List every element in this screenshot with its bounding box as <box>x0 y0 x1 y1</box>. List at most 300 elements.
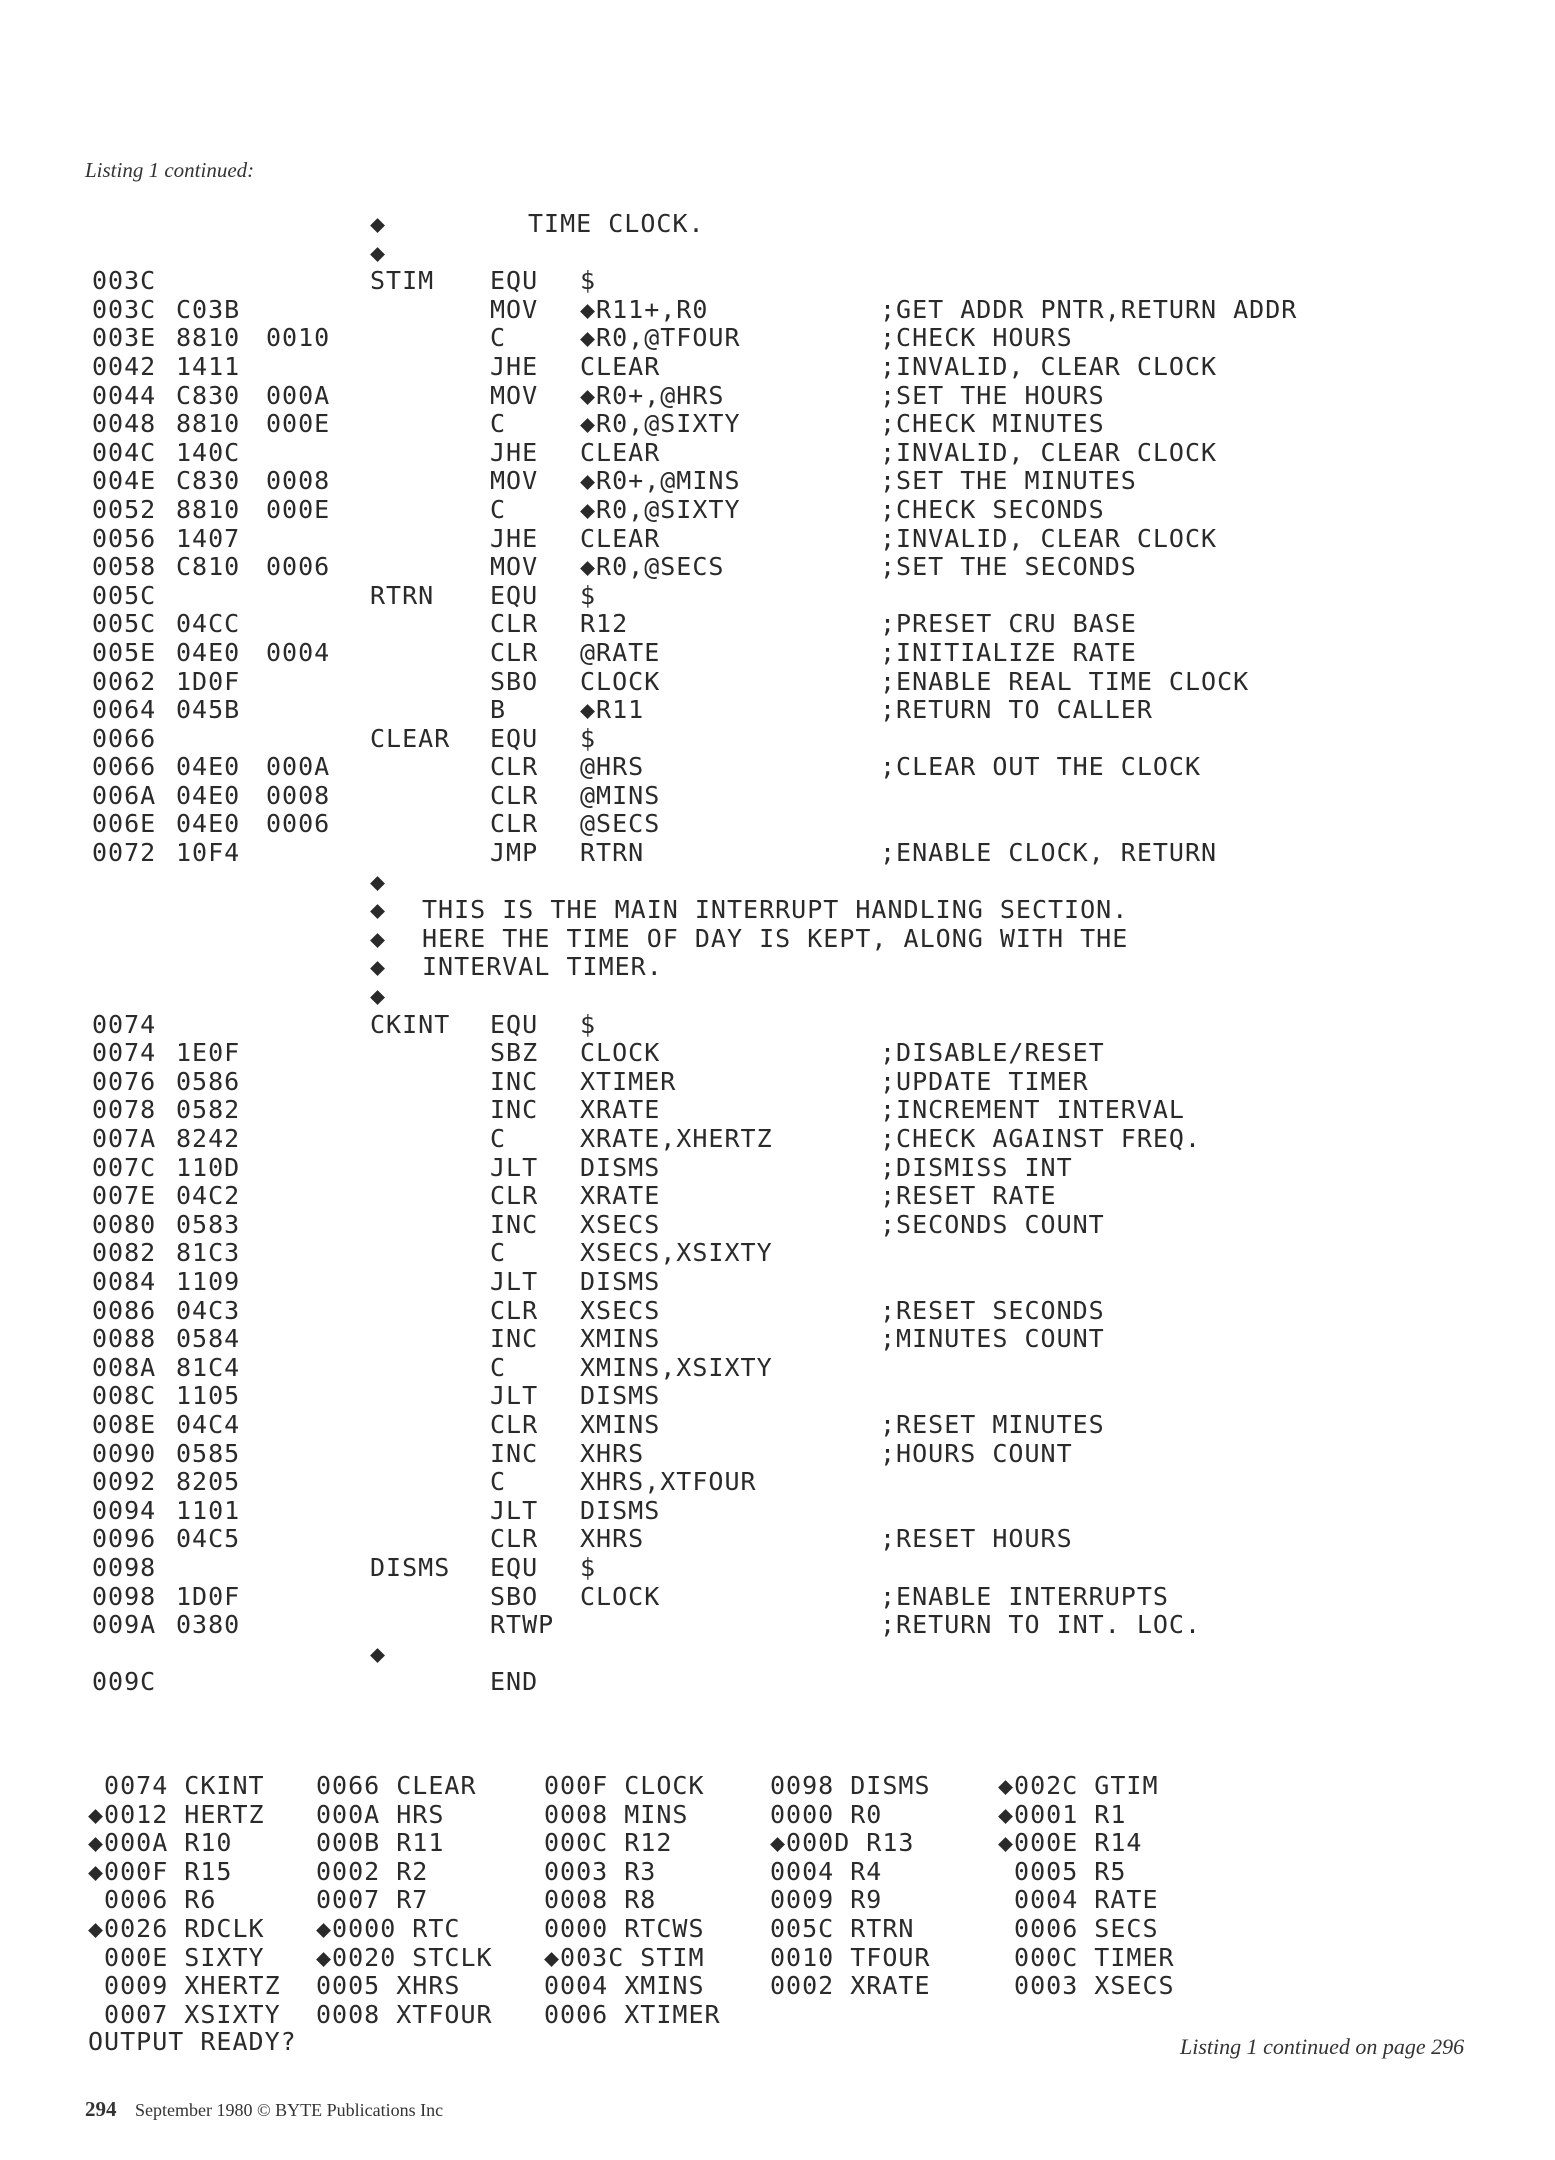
comment: ;RETURN TO CALLER <box>880 695 1153 725</box>
address: 0064 <box>92 695 157 725</box>
listing-line <box>0 1583 1555 1612</box>
mnemonic: END <box>490 1667 539 1697</box>
comment-marker: ◆ <box>370 866 387 896</box>
comment: ;SET THE HOURS <box>880 380 1105 410</box>
opcode: 0585 <box>176 1438 241 1468</box>
symbol-entry: ◆003C STIM <box>544 1942 705 1972</box>
symbol-entry: 0003 XSECS <box>998 1971 1175 2001</box>
address: 0090 <box>92 1438 157 1468</box>
listing-line <box>0 1068 1555 1097</box>
comment: ;PRESET CRU BASE <box>880 609 1137 639</box>
opcode: 1D0F <box>176 1581 241 1611</box>
mnemonic: JLT <box>490 1266 539 1296</box>
listing-line <box>0 1297 1555 1326</box>
address: 0086 <box>92 1295 157 1325</box>
address: 008A <box>92 1352 157 1382</box>
opcode: C810 <box>176 552 241 582</box>
symbol-entry: 0006 R6 <box>88 1885 217 1915</box>
operand-word: 0006 <box>266 552 331 582</box>
operand: CLEAR <box>580 523 661 553</box>
mnemonic: C <box>490 323 507 353</box>
symbol-row <box>0 1829 1555 1858</box>
address: 0062 <box>92 666 157 696</box>
operand-word: 0008 <box>266 466 331 496</box>
listing-line <box>0 439 1555 468</box>
listing-line <box>0 1668 1555 1697</box>
mnemonic: INC <box>490 1438 539 1468</box>
opcode: 1411 <box>176 351 241 381</box>
symbol-entry: ◆000E R14 <box>998 1828 1143 1858</box>
address: 007E <box>92 1181 157 1211</box>
opcode: 8810 <box>176 409 241 439</box>
operand: XSECS <box>580 1295 661 1325</box>
symbol-entry: ◆000A R10 <box>88 1828 233 1858</box>
mnemonic: INC <box>490 1209 539 1239</box>
symbol-entry: 0002 XRATE <box>770 1971 931 2001</box>
address: 0088 <box>92 1324 157 1354</box>
opcode: 8810 <box>176 323 241 353</box>
opcode: 10F4 <box>176 838 241 868</box>
opcode: C03B <box>176 294 241 324</box>
symbol-row <box>0 1944 1555 1973</box>
listing-line <box>0 953 1555 982</box>
comment: ;RESET SECONDS <box>880 1295 1105 1325</box>
opcode: 8242 <box>176 1124 241 1153</box>
mnemonic: CLR <box>490 1524 539 1554</box>
address: 0042 <box>92 351 157 381</box>
comment-text: HERE THE TIME OF DAY IS KEPT, ALONG WITH THE <box>422 923 1129 953</box>
symbol-entry: 0074 CKINT <box>88 1771 265 1800</box>
opcode: 04C4 <box>176 1409 241 1439</box>
opcode: 04E0 <box>176 809 241 839</box>
mnemonic: C <box>490 1352 507 1382</box>
listing-line <box>0 210 1555 239</box>
comment-marker: ◆ <box>370 923 387 953</box>
operand: CLEAR <box>580 437 661 467</box>
address: 0044 <box>92 380 157 410</box>
symbol-entry: ◆0012 HERTZ <box>88 1799 265 1829</box>
symbol-entry: ◆0000 RTC <box>316 1913 461 1943</box>
address: 0056 <box>92 523 157 553</box>
operand: XSECS,XSIXTY <box>580 1238 773 1268</box>
listing-line <box>0 525 1555 554</box>
opcode: 1D0F <box>176 666 241 696</box>
output-ready-prompt: OUTPUT READY? <box>88 2027 297 2056</box>
mnemonic: MOV <box>490 466 539 496</box>
comment-text: INTERVAL TIMER. <box>422 952 663 982</box>
comment: ;INVALID, CLEAR CLOCK <box>880 351 1218 381</box>
operand: $ <box>580 723 597 753</box>
comment: ;CLEAR OUT THE CLOCK <box>880 752 1202 782</box>
opcode: 1407 <box>176 523 241 553</box>
symbol-entry: 0006 XTIMER <box>544 1999 721 2029</box>
symbol-entry: ◆002C GTIM <box>998 1771 1159 1800</box>
comment-marker: ◆ <box>370 1638 387 1668</box>
address: 006E <box>92 809 157 839</box>
address: 0048 <box>92 409 157 439</box>
symbol-entry: 0007 XSIXTY <box>88 1999 281 2029</box>
listing-line <box>0 982 1555 1011</box>
comment: ;SET THE SECONDS <box>880 552 1137 582</box>
symbol-entry: 0004 R4 <box>770 1856 883 1886</box>
mnemonic: CLR <box>490 637 539 667</box>
operand-word: 000A <box>266 752 331 782</box>
listing-line <box>0 1182 1555 1211</box>
address: 003E <box>92 323 157 353</box>
mnemonic: EQU <box>490 1552 539 1582</box>
listing-line <box>0 810 1555 839</box>
opcode: 04E0 <box>176 752 241 782</box>
symbol-entry: 0004 RATE <box>998 1885 1159 1915</box>
comment: ;INCREMENT INTERVAL <box>880 1095 1185 1125</box>
comment: ;GET ADDR PNTR,RETURN ADDR <box>880 294 1298 324</box>
operand: XHRS <box>580 1438 645 1468</box>
address: 0092 <box>92 1467 157 1497</box>
symbol-entry: 005C RTRN <box>770 1913 915 1943</box>
listing-line <box>0 1096 1555 1125</box>
address: 0074 <box>92 1009 157 1039</box>
symbol-entry: 0008 XTFOUR <box>316 1999 493 2029</box>
mnemonic: C <box>490 409 507 439</box>
operand: CLOCK <box>580 1581 661 1611</box>
listing-line <box>0 925 1555 954</box>
comment: ;ENABLE REAL TIME CLOCK <box>880 666 1250 696</box>
listing-line <box>0 1440 1555 1469</box>
listing-line <box>0 868 1555 897</box>
symbol-entry: 0004 XMINS <box>544 1971 705 2001</box>
symbol-row <box>0 1915 1555 1944</box>
operand: DISMS <box>580 1152 661 1182</box>
listing-line <box>0 267 1555 296</box>
mnemonic: INC <box>490 1066 539 1096</box>
listing-line <box>0 1382 1555 1411</box>
comment-text: THIS IS THE MAIN INTERRUPT HANDLING SECTION. <box>422 895 1129 925</box>
operand: ◆R0+,@HRS <box>580 380 725 410</box>
operand: DISMS <box>580 1381 661 1411</box>
opcode: C830 <box>176 466 241 496</box>
operand-word: 000E <box>266 494 331 524</box>
address: 0076 <box>92 1066 157 1096</box>
mnemonic: SBZ <box>490 1038 539 1068</box>
page-footer <box>85 2097 443 2122</box>
comment-marker: ◆ <box>370 209 387 238</box>
mnemonic: CLR <box>490 1295 539 1325</box>
listing-line <box>0 582 1555 611</box>
mnemonic: JLT <box>490 1495 539 1525</box>
address: 009A <box>92 1610 157 1640</box>
section-title: TIME CLOCK. <box>528 209 705 238</box>
operand-word: 0006 <box>266 809 331 839</box>
listing-line <box>0 410 1555 439</box>
page-number: 294 <box>85 2097 117 2121</box>
opcode: 045B <box>176 695 241 725</box>
comment: ;UPDATE TIMER <box>880 1066 1089 1096</box>
listing-line <box>0 324 1555 353</box>
opcode: 0380 <box>176 1610 241 1640</box>
symbol-entry: 0066 CLEAR <box>316 1771 477 1800</box>
comment: ;DISMISS INT <box>880 1152 1073 1182</box>
comment: ;ENABLE INTERRUPTS <box>880 1581 1169 1611</box>
opcode: 04C2 <box>176 1181 241 1211</box>
symbol-entry: 000C TIMER <box>998 1942 1175 1972</box>
address: 0084 <box>92 1266 157 1296</box>
address: 0082 <box>92 1238 157 1268</box>
mnemonic: RTWP <box>490 1610 555 1640</box>
address: 0096 <box>92 1524 157 1554</box>
mnemonic: C <box>490 1124 507 1153</box>
mnemonic: EQU <box>490 266 539 296</box>
operand: XRATE <box>580 1095 661 1125</box>
symbol-entry: 0005 XHRS <box>316 1971 461 2001</box>
opcode: 04E0 <box>176 780 241 810</box>
opcode: 0584 <box>176 1324 241 1354</box>
address: 005C <box>92 580 157 610</box>
mnemonic: C <box>490 1467 507 1497</box>
address: 0080 <box>92 1209 157 1239</box>
address: 008C <box>92 1381 157 1411</box>
address: 0098 <box>92 1581 157 1611</box>
comment: ;ENABLE CLOCK, RETURN <box>880 838 1218 868</box>
listing-line <box>0 839 1555 868</box>
mnemonic: JHE <box>490 351 539 381</box>
operand: XHRS,XTFOUR <box>580 1467 757 1497</box>
listing-line <box>0 696 1555 725</box>
listing-line <box>0 753 1555 782</box>
operand-word: 000E <box>266 409 331 439</box>
operand: XHRS <box>580 1524 645 1554</box>
label: CLEAR <box>370 723 451 753</box>
listing-line <box>0 353 1555 382</box>
listing-line <box>0 1039 1555 1068</box>
listing-line <box>0 1125 1555 1154</box>
address: 006A <box>92 780 157 810</box>
comment-marker: ◆ <box>370 981 387 1011</box>
comment: ;RESET HOURS <box>880 1524 1073 1554</box>
symbol-row <box>0 1886 1555 1915</box>
address: 004C <box>92 437 157 467</box>
symbol-entry: 000B R11 <box>316 1828 445 1858</box>
operand: @MINS <box>580 780 661 810</box>
comment: ;SECONDS COUNT <box>880 1209 1105 1239</box>
opcode: 140C <box>176 437 241 467</box>
comment: ;INVALID, CLEAR CLOCK <box>880 523 1218 553</box>
operand: ◆R0,@SIXTY <box>580 409 741 439</box>
operand: XTIMER <box>580 1066 677 1096</box>
label: STIM <box>370 266 435 296</box>
operand: RTRN <box>580 838 645 868</box>
mnemonic: CLR <box>490 752 539 782</box>
listing-line <box>0 725 1555 754</box>
address: 0066 <box>92 752 157 782</box>
opcode: 1E0F <box>176 1038 241 1068</box>
listing-line <box>0 610 1555 639</box>
operand: CLEAR <box>580 351 661 381</box>
comment-marker: ◆ <box>370 952 387 982</box>
symbol-entry: 0005 R5 <box>998 1856 1127 1886</box>
address: 009C <box>92 1667 157 1697</box>
address: 0078 <box>92 1095 157 1125</box>
opcode: 8810 <box>176 494 241 524</box>
operand: ◆R0,@TFOUR <box>580 323 741 353</box>
listing-line <box>0 382 1555 411</box>
comment: ;CHECK HOURS <box>880 323 1073 353</box>
symbol-entry: 0000 RTCWS <box>544 1913 705 1943</box>
mnemonic: CLR <box>490 1409 539 1439</box>
mnemonic: MOV <box>490 294 539 324</box>
mnemonic: B <box>490 695 507 725</box>
symbol-entry: 0006 SECS <box>998 1913 1159 1943</box>
listing-line <box>0 1554 1555 1583</box>
operand: DISMS <box>580 1266 661 1296</box>
address: 005C <box>92 609 157 639</box>
operand: XRATE,XHERTZ <box>580 1124 773 1153</box>
opcode: 04C5 <box>176 1524 241 1554</box>
mnemonic: CLR <box>490 1181 539 1211</box>
symbol-entry: ◆0020 STCLK <box>316 1942 493 1972</box>
symbol-row <box>0 1801 1555 1830</box>
opcode: 04E0 <box>176 637 241 667</box>
mnemonic: MOV <box>490 552 539 582</box>
address: 0058 <box>92 552 157 582</box>
address: 0094 <box>92 1495 157 1525</box>
listing-line <box>0 296 1555 325</box>
comment: ;INITIALIZE RATE <box>880 637 1137 667</box>
mnemonic: SBO <box>490 1581 539 1611</box>
opcode: 1101 <box>176 1495 241 1525</box>
opcode: 0582 <box>176 1095 241 1125</box>
symbol-entry: 0008 R8 <box>544 1885 657 1915</box>
listing-line <box>0 1525 1555 1554</box>
listing-line <box>0 1611 1555 1640</box>
operand: ◆R0+,@MINS <box>580 466 741 496</box>
mnemonic: JLT <box>490 1381 539 1411</box>
operand: @SECS <box>580 809 661 839</box>
symbol-entry: 0009 R9 <box>770 1885 883 1915</box>
listing-line <box>0 1411 1555 1440</box>
symbol-entry: ◆000D R13 <box>770 1828 915 1858</box>
operand-word: 000A <box>266 380 331 410</box>
comment: ;MINUTES COUNT <box>880 1324 1105 1354</box>
operand: XMINS <box>580 1409 661 1439</box>
symbol-entry: 0009 XHERTZ <box>88 1971 281 2001</box>
operand: @HRS <box>580 752 645 782</box>
symbol-entry: 0003 R3 <box>544 1856 657 1886</box>
address: 007A <box>92 1124 157 1153</box>
comment: ;SET THE MINUTES <box>880 466 1137 496</box>
listing-line <box>0 896 1555 925</box>
listing-line <box>0 1211 1555 1240</box>
comment: ;DISABLE/RESET <box>880 1038 1105 1068</box>
mnemonic: SBO <box>490 666 539 696</box>
symbol-row <box>0 1772 1555 1801</box>
mnemonic: CLR <box>490 780 539 810</box>
operand: XSECS <box>580 1209 661 1239</box>
address: 003C <box>92 266 157 296</box>
operand: $ <box>580 1552 597 1582</box>
listing-line <box>0 668 1555 697</box>
listing-line <box>0 496 1555 525</box>
operand: CLOCK <box>580 666 661 696</box>
mnemonic: MOV <box>490 380 539 410</box>
symbol-table <box>0 1772 1555 2029</box>
address: 0074 <box>92 1038 157 1068</box>
listing-line <box>0 1497 1555 1526</box>
listing-line <box>0 1640 1555 1669</box>
opcode: 81C3 <box>176 1238 241 1268</box>
operand: $ <box>580 580 597 610</box>
opcode: 110D <box>176 1152 241 1182</box>
comment-marker: ◆ <box>370 237 387 267</box>
symbol-entry: 000F CLOCK <box>544 1771 705 1800</box>
listing-line <box>0 1354 1555 1383</box>
address: 0098 <box>92 1552 157 1582</box>
listing-caption: Listing 1 continued: <box>85 158 255 182</box>
label: DISMS <box>370 1552 451 1582</box>
operand-word: 0008 <box>266 780 331 810</box>
mnemonic: INC <box>490 1324 539 1354</box>
opcode: 8205 <box>176 1467 241 1497</box>
operand: DISMS <box>580 1495 661 1525</box>
opcode: 04CC <box>176 609 241 639</box>
mnemonic: EQU <box>490 1009 539 1039</box>
operand: CLOCK <box>580 1038 661 1068</box>
symbol-entry: 0002 R2 <box>316 1856 429 1886</box>
operand: $ <box>580 266 597 296</box>
address: 0066 <box>92 723 157 753</box>
symbol-entry: ◆000F R15 <box>88 1856 233 1886</box>
symbol-entry: 000E SIXTY <box>88 1942 265 1972</box>
operand: ◆R11 <box>580 695 645 725</box>
listing-line <box>0 1268 1555 1297</box>
symbol-entry: 0000 R0 <box>770 1799 883 1829</box>
symbol-entry: ◆0001 R1 <box>998 1799 1127 1829</box>
address: 003C <box>92 294 157 324</box>
operand-word: 0004 <box>266 637 331 667</box>
opcode: 1109 <box>176 1266 241 1296</box>
address: 007C <box>92 1152 157 1182</box>
address: 0072 <box>92 838 157 868</box>
listing-line <box>0 239 1555 268</box>
mnemonic: C <box>490 494 507 524</box>
comment: ;RESET RATE <box>880 1181 1057 1211</box>
opcode: C830 <box>176 380 241 410</box>
symbol-entry: 0098 DISMS <box>770 1771 931 1800</box>
opcode: 1105 <box>176 1381 241 1411</box>
comment: ;CHECK SECONDS <box>880 494 1105 524</box>
opcode: 0586 <box>176 1066 241 1096</box>
mnemonic: JHE <box>490 437 539 467</box>
operand: $ <box>580 1009 597 1039</box>
listing-line <box>0 1011 1555 1040</box>
comment: ;RESET MINUTES <box>880 1409 1105 1439</box>
continued-note: Listing 1 continued on page 296 <box>1180 2034 1465 2059</box>
address: 008E <box>92 1409 157 1439</box>
assembly-listing <box>0 210 1555 1697</box>
opcode: 81C4 <box>176 1352 241 1382</box>
comment: ;RETURN TO INT. LOC. <box>880 1610 1202 1640</box>
address: 0052 <box>92 494 157 524</box>
listing-line <box>0 1325 1555 1354</box>
listing-line <box>0 1239 1555 1268</box>
address: 004E <box>92 466 157 496</box>
opcode: 04C3 <box>176 1295 241 1325</box>
symbol-row <box>0 1858 1555 1887</box>
operand: R12 <box>580 609 629 639</box>
comment: ;CHECK MINUTES <box>880 409 1105 439</box>
comment-marker: ◆ <box>370 895 387 925</box>
comment: ;INVALID, CLEAR CLOCK <box>880 437 1218 467</box>
opcode: 0583 <box>176 1209 241 1239</box>
